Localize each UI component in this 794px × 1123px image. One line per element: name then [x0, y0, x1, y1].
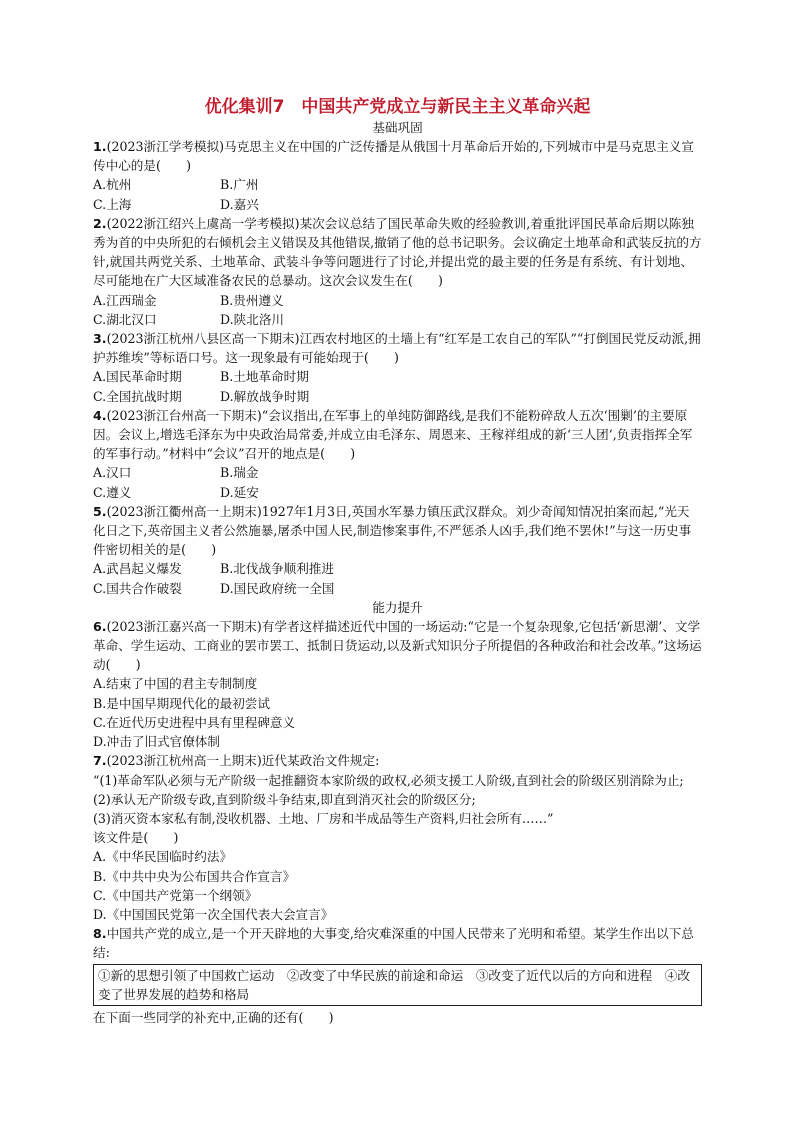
option-d[interactable]: D.陕北洛川: [220, 311, 285, 327]
option-a[interactable]: A.汉口: [93, 465, 132, 481]
option-d[interactable]: D.延安: [220, 484, 259, 500]
question-7: [93, 751, 702, 924]
option-a[interactable]: A.武昌起义爆发: [93, 561, 182, 577]
question-stem: [93, 214, 702, 291]
question-text: (2023浙江台州高一下期末)“会议指出,在军事上的单纯防御路线,是我们不能粉碎敌人五次‘围剿’的主要原因。会议上,增选毛泽东为中央政治局常委,并成立由毛泽东、周恩来、王稼祥组成的新‘三人团’,负责指挥全军的军事行动。”材料中“会议”召开的地点是( ): [93, 407, 693, 462]
option-b[interactable]: B.广州: [220, 177, 259, 193]
section-heading-advanced: 能力提升: [372, 599, 423, 615]
question-text: 中国共产党的成立,是一个开天辟地的大事变,给灾难深重的中国人民带来了光明和希望。某学生作出以下总结:: [93, 926, 694, 961]
quote-line-2: (2)承认无产阶级专政,直到阶级斗争结束,即直到消灭社会的阶级区分;: [93, 791, 476, 807]
question-1: [93, 137, 702, 214]
question-5: [93, 502, 702, 598]
question-text: (2023浙江衢州高一上期末)1927年1月3日,英国水军暴力镇压武汉群众。刘少奇闻知情况拍案而起,“光天化日之下,英帝国主义者公然施暴,屠杀中国人民,制造惨案事件,不严惩杀人凶手,我们绝不罢休!”与这一历史事件密切相关的是( ): [93, 503, 692, 558]
question-stem: [93, 406, 702, 464]
question-text: (2023浙江学考模拟)马克思主义在中国的广泛传播是从俄国十月革命后开始的,下列城市中是马克思主义宣传中心的是( ): [93, 139, 694, 174]
question-text: (2023浙江杭州高一上期末)近代某政治文件规定:: [106, 753, 380, 769]
question-number: 5.: [93, 503, 107, 519]
question-stem: [93, 502, 702, 560]
question-8: [93, 924, 702, 1027]
option-c[interactable]: C.全国抗战时期: [93, 388, 182, 404]
option-list: [93, 175, 702, 213]
option-b[interactable]: B.是中国早期现代化的最初尝试: [93, 695, 270, 711]
question-number: 6.: [93, 618, 107, 634]
option-c[interactable]: C.《中国共产党第一个纲领》: [93, 887, 258, 903]
option-a[interactable]: A.结束了中国的君主专制制度: [93, 676, 258, 692]
question-number: 4.: [93, 407, 107, 423]
summary-box: ①新的思想引领了中国救亡运动 ②改变了中华民族的前途和命运 ③改变了近代以后的方向和进程 ④改变了世界发展的趋势和格局: [93, 964, 702, 1006]
option-a[interactable]: A.杭州: [93, 177, 132, 193]
question-prompt: 该文件是( ): [93, 830, 179, 846]
option-list: [93, 559, 702, 597]
option-list: [93, 463, 702, 501]
option-c[interactable]: C.上海: [93, 196, 132, 212]
option-list: [93, 674, 702, 751]
option-c[interactable]: C.国共合作破裂: [93, 580, 182, 596]
option-a[interactable]: A.《中华民国临时约法》: [93, 849, 233, 865]
option-c[interactable]: C.在近代历史进程中具有里程碑意义: [93, 714, 296, 730]
question-text: (2022浙江绍兴上虞高一学考模拟)某次会议总结了国民革命失败的经验教训,着重批评国民革命后期以陈独秀为首的中央所犯的右倾机会主义错误及其他错误,撤销了他的总书记职务。会议确定土地革命和武装反抗的方针,就国共两党关系、土地革命、武装斗争等问题进行了讨论,并提出党的最主要的任务是有系统、有计划地、尽可能地在广大区域准备农民的总暴动。这次会议发生在( ): [93, 215, 702, 289]
question-stem: [93, 751, 702, 770]
option-b[interactable]: B.贵州遵义: [220, 292, 284, 308]
option-d[interactable]: D.嘉兴: [220, 196, 259, 212]
option-b[interactable]: B.瑞金: [220, 465, 259, 481]
option-list: [93, 847, 702, 924]
question-2: [93, 214, 702, 329]
question-number: 8.: [93, 926, 107, 942]
question-text: (2023浙江嘉兴高一下期末)有学者这样描述近代中国的一场运动:“它是一个复杂现象,它包括‘新思潮’、文学革命、学生运动、工商业的罢市罢工、抵制日货运动,以及新式知识分子所提倡的各种政治和社会改革。”这场运动( ): [93, 618, 702, 673]
option-d[interactable]: D.冲击了旧式官僚体制: [93, 734, 220, 750]
question-prompt: 在下面一些同学的补充中,正确的还有( ): [93, 1009, 334, 1025]
option-d[interactable]: D.国民政府统一全国: [220, 580, 335, 596]
question-stem: [93, 617, 702, 675]
question-3: [93, 329, 702, 406]
option-d[interactable]: D.《中国国民党第一次全国代表大会宣言》: [93, 906, 334, 922]
question-number: 7.: [93, 753, 107, 769]
quote-line-3: (3)消灭资本家私有制,没收机器、土地、厂房和半成品等生产资料,归社会所有……”: [93, 810, 554, 826]
option-b[interactable]: B.《中共中央为公布国共合作宣言》: [93, 868, 296, 884]
option-b[interactable]: B.土地革命时期: [220, 369, 309, 385]
option-a[interactable]: A.江西瑞金: [93, 292, 157, 308]
option-c[interactable]: C.遵义: [93, 484, 132, 500]
option-list: [93, 291, 702, 329]
option-c[interactable]: C.湖北汉口: [93, 311, 157, 327]
question-stem: [93, 137, 702, 175]
question-number: 3.: [93, 331, 107, 347]
page-title: 优化集训7 中国共产党成立与新民主主义革命兴起: [204, 97, 591, 117]
question-stem: [93, 924, 702, 962]
question-6: [93, 617, 702, 751]
option-b[interactable]: B.北伐战争顺利推进: [220, 561, 335, 577]
quote-line-1: “(1)革命军队必须与无产阶级一起推翻资本家阶级的政权,必须支援工人阶级,直到社会的阶级区别消除为止;: [93, 772, 684, 788]
section-heading-basic: 基础巩固: [372, 120, 423, 135]
question-number: 2.: [93, 215, 107, 231]
question-stem: [93, 329, 702, 367]
option-a[interactable]: A.国民革命时期: [93, 369, 182, 385]
question-4: [93, 406, 702, 502]
option-list: [93, 367, 702, 405]
question-text: (2023浙江杭州八县区高一下期末)江西农村地区的土墙上有“红军是工农自己的军队”“打倒国民党反动派,拥护苏维埃”等标语口号。这一现象最有可能始现于( ): [93, 331, 701, 366]
question-number: 1.: [93, 139, 107, 154]
option-d[interactable]: D.解放战争时期: [220, 388, 310, 404]
